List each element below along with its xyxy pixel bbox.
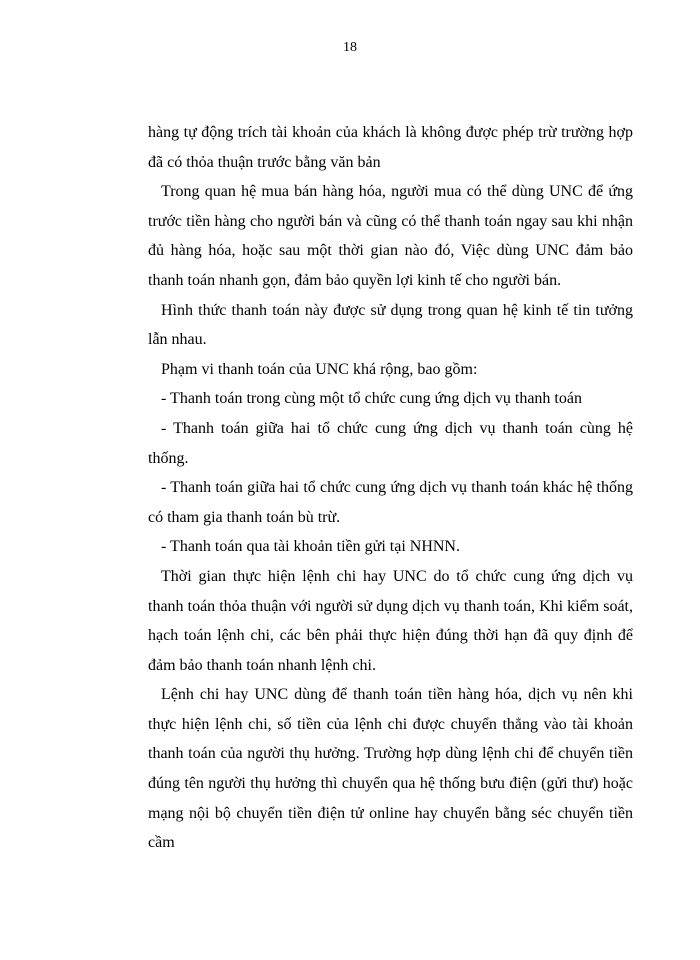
list-item-same-system: - Thanh toán giữa hai tổ chức cung ứng dịch vụ thanh toán cùng hệ thống. (148, 419, 633, 467)
paragraph-continuation: hàng tự động trích tài khoản của khách là không được phép trừ trường hợp đã có thỏa thuận trước bằng văn bản (148, 124, 633, 171)
list-item-nhnn: - Thanh toán qua tài khoản tiền gửi tại NHNN. (161, 538, 460, 556)
document-body (148, 118, 633, 858)
list-item-other-system: - Thanh toán giữa hai tổ chức cung ứng dịch vụ thanh toán khác hệ thống có tham gia thanh toán bù trừ. (148, 479, 633, 526)
page-number: 18 (343, 40, 357, 55)
paragraph-unc-trade: Trong quan hệ mua bán hàng hóa, người mua có thể dùng UNC để ứng trước tiền hàng cho người bán và cũng có thể thanh toán ngay sau khi nhận đủ hàng hóa, hoặc sau một thời gian nào đó, Việc dùng UNC đảm bảo thanh toán nhanh gọn, đảm bảo quyền lợi kinh tế cho người bán. (148, 183, 633, 289)
paragraph-payment-order: Lệnh chi hay UNC dùng để thanh toán tiền hàng hóa, dịch vụ nên khi thực hiện lệnh chi, số tiền của lệnh chi được chuyển thẳng vào tài khoản thanh toán của người thụ hưởng. Trường hợp dùng lệnh chi để chuyển tiền đúng tên người thụ hưởng thì chuyển qua hệ thống bưu điện (gửi thư) hoặc mạng nội bộ chuyển tiền điện tử online hay chuyển bằng séc chuyển tiền cầm (148, 686, 633, 852)
paragraph-trust: Hình thức thanh toán này được sử dụng trong quan hệ kinh tế tin tưởng lẫn nhau. (148, 301, 633, 349)
paragraph-timing: Thời gian thực hiện lệnh chi hay UNC do tổ chức cung ứng dịch vụ thanh toán thỏa thuận với người sử dụng dịch vụ thanh toán, Khi kiểm soát, hạch toán lệnh chi, các bên phải thực hiện đúng thời hạn đã quy định để đảm bảo thanh toán nhanh lệnh chi. (148, 567, 633, 674)
list-item-same-org: - Thanh toán trong cùng một tổ chức cung ứng dịch vụ thanh toán (161, 390, 582, 408)
paragraph-scope-intro: Phạm vi thanh toán của UNC khá rộng, bao gồm: (161, 360, 478, 378)
